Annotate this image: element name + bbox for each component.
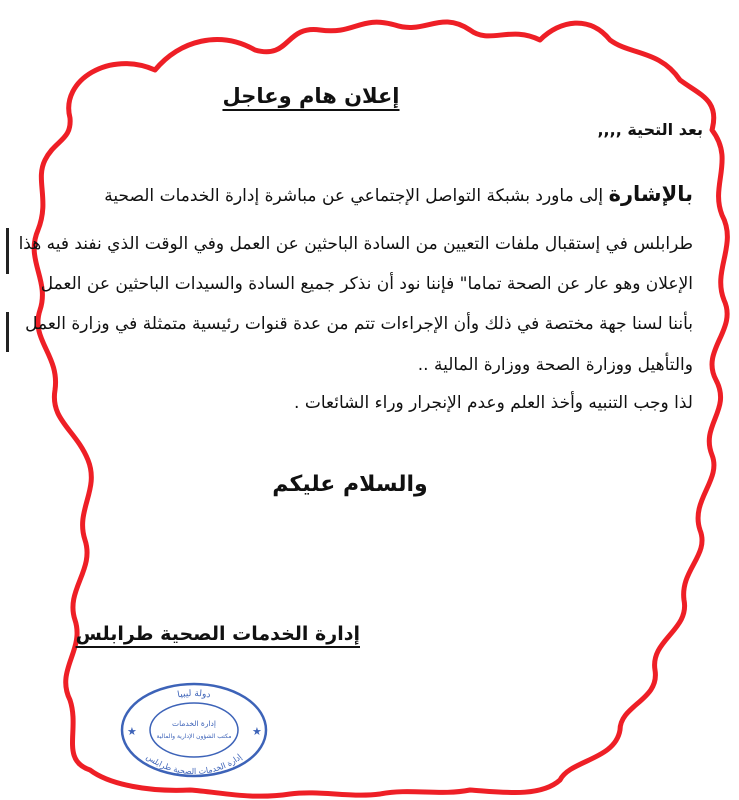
body-line-1-text: إلى ماورد بشبكة التواصل الإجتماعي عن مباشرة إدارة الخدمات الصحية (104, 186, 604, 206)
stamp-bottom-text: إدارة الخدمات الصحية طرابلس (144, 752, 244, 777)
body-line-1 (104, 182, 693, 206)
signature-authority: إدارة الخدمات الصحية طرابلس (75, 623, 360, 645)
official-stamp (118, 680, 270, 780)
lead-word: بالإشارة (608, 182, 693, 206)
body-line-6: لذا وجب التنبيه وأخذ العلم وعدم الإنجرار وراء الشائعات . (294, 393, 693, 413)
announcement-title: إعلان هام وعاجل (222, 84, 400, 108)
stamp-center-line-1: إدارة الخدمات (172, 719, 216, 728)
stamp-star-right: ★ (252, 725, 262, 738)
body-line-2: طرابلس في إستقبال ملفات التعيين من السادة الباحثين عن العمل وفي الوقت الذي نفند فيه هذا (18, 234, 693, 254)
greeting: بعد التحية ,,,, (597, 120, 703, 139)
stamp-center-line-2: مكتب الشؤون الإدارية والمالية (156, 733, 232, 740)
stamp-star-left: ★ (127, 725, 137, 738)
scan-edge-mark (6, 228, 9, 274)
closing-salutation: والسلام عليكم (272, 472, 428, 497)
body-line-3: الإعلان وهو عار عن الصحة تماما" فإننا نود أن نذكر جميع السادة والسيدات الباحثين عن العمل (40, 274, 693, 294)
body-line-5: والتأهيل ووزارة الصحة ووزارة المالية .. (417, 355, 693, 375)
body-line-4: بأننا لسنا جهة مختصة في ذلك وأن الإجراءات تتم من عدة قنوات رئيسية متمثلة في وزارة العمل (25, 314, 693, 334)
scan-edge-mark (6, 312, 9, 352)
stamp-top-text: دولة ليبيا (176, 688, 212, 701)
